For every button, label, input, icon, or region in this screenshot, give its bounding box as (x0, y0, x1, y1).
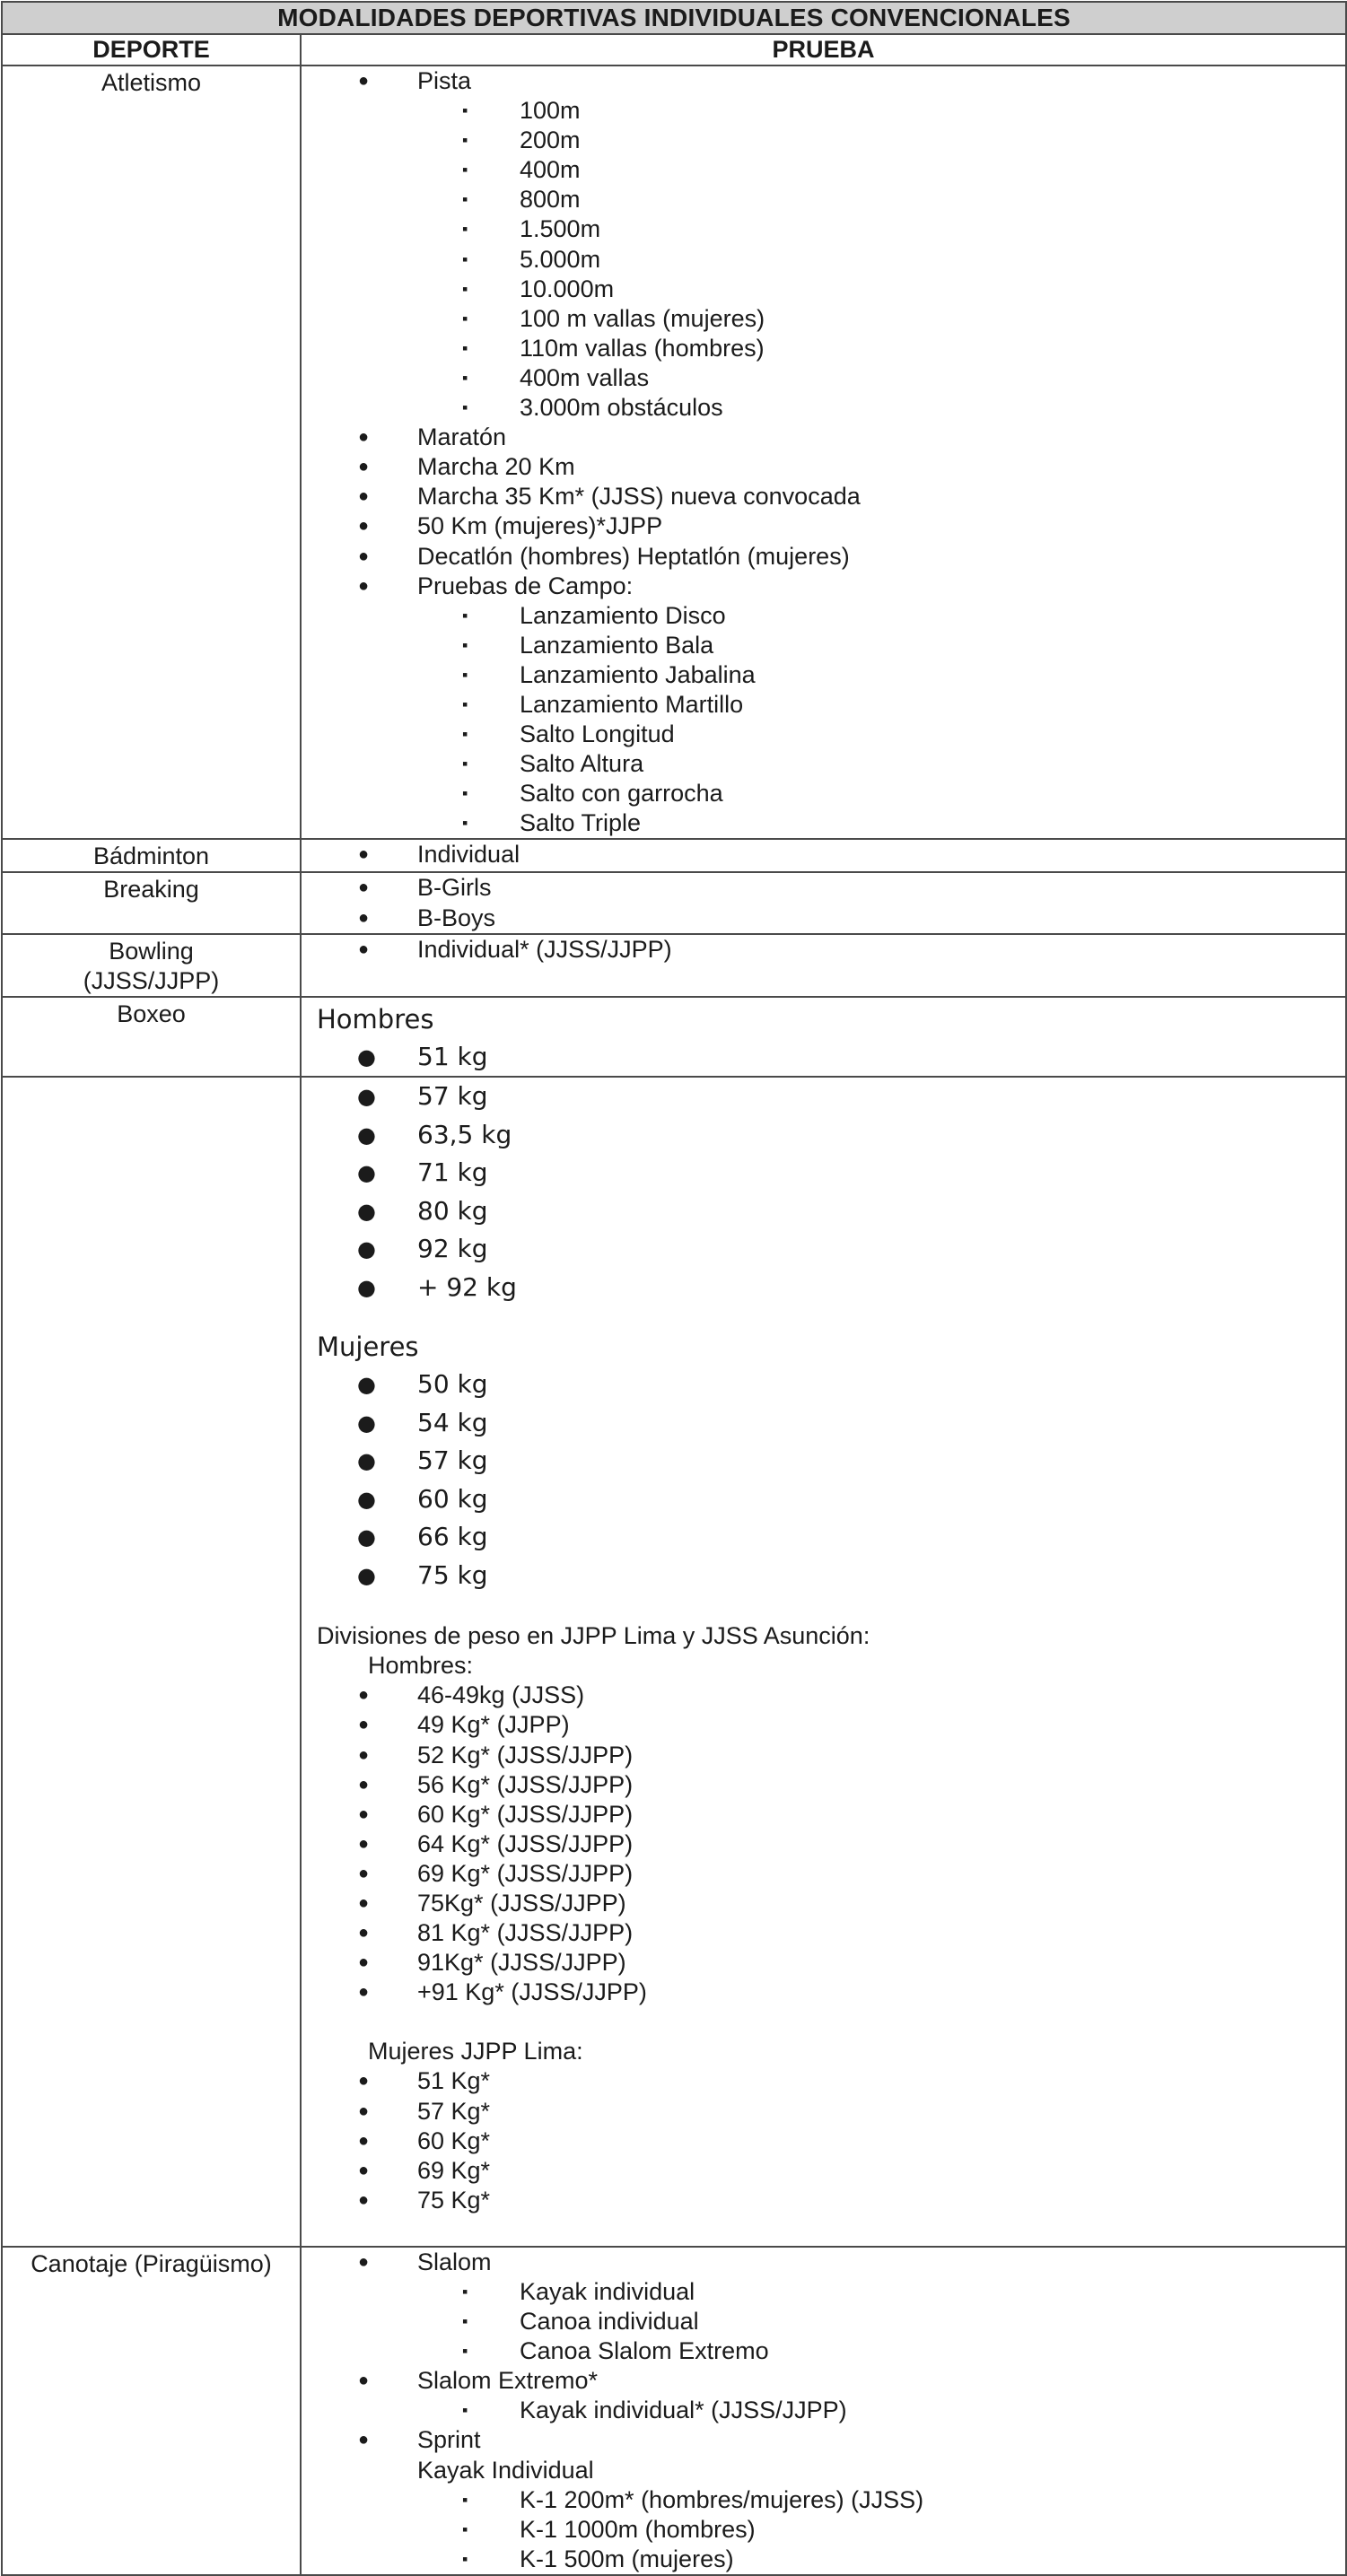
list-item: ▪ Lanzamiento Jabalina (302, 660, 1345, 690)
sport-atletismo: Atletismo (2, 65, 301, 839)
list-item: ● 69 Kg* (JJSS/JJPP) (302, 1859, 1345, 1889)
kayak-individual-label: Kayak Individual (417, 2456, 594, 2484)
events-boxeo-hombres-head (301, 997, 1346, 1078)
list-item: ● + 92 kg (302, 1269, 1345, 1307)
list-item: ● Individual* (JJSS/JJPP) (302, 935, 1345, 965)
row-badminton (2, 839, 1346, 872)
header-event: PRUEBA (301, 34, 1346, 65)
list-item: ● Pruebas de Campo: (302, 572, 1345, 601)
list-item: ● 57 Kg* (302, 2097, 1345, 2126)
list-item: ▪ 1.500m (302, 214, 1345, 244)
list-item: ● B-Girls (302, 873, 1345, 903)
list-item: ▪ 400m (302, 155, 1345, 185)
list-item: ● 57 kg (302, 1078, 1345, 1116)
title-row (2, 2, 1346, 34)
header-sport: DEPORTE (2, 34, 301, 65)
list-item: ● Slalom Extremo* (302, 2366, 1345, 2396)
list-item: ● 69 Kg* (302, 2156, 1345, 2186)
list-item: ● 81 Kg* (JJSS/JJPP) (302, 1918, 1345, 1948)
list-item: ● 54 kg (302, 1404, 1345, 1443)
list-item: ▪ Salto Triple (302, 808, 1345, 838)
header-row (2, 34, 1346, 65)
list-item: ▪ 100 m vallas (mujeres) (302, 304, 1345, 334)
sport-bowling (2, 934, 301, 997)
list-item: ▪ K-1 200m* (hombres/mujeres) (JJSS) (302, 2485, 1345, 2515)
list-item: ● 60 Kg* (JJSS/JJPP) (302, 1800, 1345, 1829)
table-title: MODALIDADES DEPORTIVAS INDIVIDUALES CONVENCIONALES (2, 2, 1346, 34)
row-bowling (2, 934, 1346, 997)
list-item: ● Slalom (302, 2248, 1345, 2277)
row-boxeo-cont (2, 1077, 1346, 2247)
div-hombres-label: Hombres: (368, 1652, 474, 1680)
events-canotaje (301, 2247, 1346, 2575)
sport-badminton: Bádminton (2, 839, 301, 872)
list-item: ● 75 kg (302, 1557, 1345, 1595)
list-item: ● Pista (302, 66, 1345, 96)
row-boxeo (2, 997, 1346, 1078)
divisiones-title: Divisiones de peso en JJPP Lima y JJSS Asunción: (317, 1622, 870, 1650)
list-item: ● Maratón (302, 423, 1345, 452)
sport-breaking: Breaking (2, 872, 301, 933)
slalom-list (302, 2277, 1345, 2366)
list-item: ▪ 10.000m (302, 275, 1345, 304)
list-item: ● 52 Kg* (JJSS/JJPP) (302, 1741, 1345, 1770)
list-item: ▪ 400m vallas (302, 363, 1345, 393)
list-item: ● 80 kg (302, 1192, 1345, 1231)
list-item: ● 49 Kg* (JJPP) (302, 1710, 1345, 1740)
div-mujeres-list (302, 2066, 1345, 2214)
boxeo-hombres-list (302, 1078, 1345, 1306)
list-item: ● 60 kg (302, 1480, 1345, 1519)
list-item: ▪ Salto Longitud (302, 720, 1345, 749)
pista-list (302, 96, 1345, 423)
list-item: ▪ 200m (302, 126, 1345, 155)
list-item: ● 63,5 kg (302, 1116, 1345, 1155)
list-item: ▪ 800m (302, 185, 1345, 214)
list-item: ● 60 Kg* (302, 2126, 1345, 2156)
sport-bowling-line2: (JJSS/JJPP) (83, 966, 220, 994)
events-bowling (301, 934, 1346, 997)
list-item: ● 75Kg* (JJSS/JJPP) (302, 1889, 1345, 1918)
list-item: ▪ Canoa Slalom Extremo (302, 2336, 1345, 2366)
list-item: ● 92 kg (302, 1230, 1345, 1269)
events-badminton (301, 839, 1346, 872)
list-item: ● 66 kg (302, 1518, 1345, 1557)
slalom-extremo-list (302, 2396, 1345, 2425)
div-mujeres-label: Mujeres JJPP Lima: (368, 2038, 583, 2065)
row-canotaje (2, 2247, 1346, 2575)
list-item: ▪ 5.000m (302, 245, 1345, 275)
list-item: ● 51 kg (302, 1038, 1345, 1077)
campo-list (302, 601, 1345, 839)
other-list (302, 423, 1345, 571)
list-item: ● 50 Km (mujeres)*JJPP (302, 511, 1345, 541)
row-breaking (2, 872, 1346, 933)
events-atletismo (301, 65, 1346, 839)
events-boxeo (301, 1077, 1346, 2247)
list-item: ● 91Kg* (JJSS/JJPP) (302, 1948, 1345, 1978)
list-item: ● Marcha 20 Km (302, 452, 1345, 482)
list-item: ● 71 kg (302, 1154, 1345, 1192)
kayak-list (302, 2485, 1345, 2574)
list-item: ● Individual (302, 840, 1345, 869)
list-item: ● Sprint (302, 2425, 1345, 2455)
events-breaking (301, 872, 1346, 933)
list-item: ▪ K-1 500m (mujeres) (302, 2545, 1345, 2574)
document-page (1, 1, 1345, 2572)
list-item: ● Marcha 35 Km* (JJSS) nueva convocada (302, 482, 1345, 511)
list-item: ● 57 kg (302, 1442, 1345, 1480)
boxeo-mujeres-list (302, 1366, 1345, 1594)
list-item: ▪ 110m vallas (hombres) (302, 334, 1345, 363)
list-item: ▪ Canoa individual (302, 2307, 1345, 2336)
sport-boxeo-cont (2, 1077, 301, 2247)
sport-boxeo: Boxeo (2, 997, 301, 1078)
list-item: ● 64 Kg* (JJSS/JJPP) (302, 1829, 1345, 1859)
row-atletismo (2, 65, 1346, 839)
list-item: ▪ K-1 1000m (hombres) (302, 2515, 1345, 2545)
list-item: ▪ Salto con garrocha (302, 779, 1345, 808)
list-item: ● 75 Kg* (302, 2186, 1345, 2215)
list-item: ▪ Lanzamiento Bala (302, 631, 1345, 660)
list-item: ● 46-49kg (JJSS) (302, 1681, 1345, 1710)
boxeo-mujeres-label: Mujeres (317, 1332, 419, 1363)
list-item: ▪ 3.000m obstáculos (302, 393, 1345, 423)
list-item: ● +91 Kg* (JJSS/JJPP) (302, 1978, 1345, 2007)
list-item: ▪ Kayak individual (302, 2277, 1345, 2307)
list-item: ▪ Kayak individual* (JJSS/JJPP) (302, 2396, 1345, 2425)
list-item: ● 56 Kg* (JJSS/JJPP) (302, 1770, 1345, 1800)
boxeo-hombres-label: Hombres (317, 1003, 434, 1035)
list-item: ● Decatlón (hombres) Heptatlón (mujeres) (302, 542, 1345, 572)
list-item: ● 50 kg (302, 1366, 1345, 1404)
list-item: ▪ Lanzamiento Disco (302, 601, 1345, 631)
div-hombres-list (302, 1681, 1345, 2007)
list-item: ▪ Lanzamiento Martillo (302, 690, 1345, 720)
sports-table (1, 1, 1347, 2576)
sport-canotaje: Canotaje (Piragüismo) (2, 2247, 301, 2575)
list-item: ▪ Salto Altura (302, 749, 1345, 779)
sport-bowling-line1: Bowling (109, 937, 194, 965)
list-item: ● B-Boys (302, 904, 1345, 933)
list-item: ▪ 100m (302, 96, 1345, 126)
list-item: ● 51 Kg* (302, 2066, 1345, 2096)
